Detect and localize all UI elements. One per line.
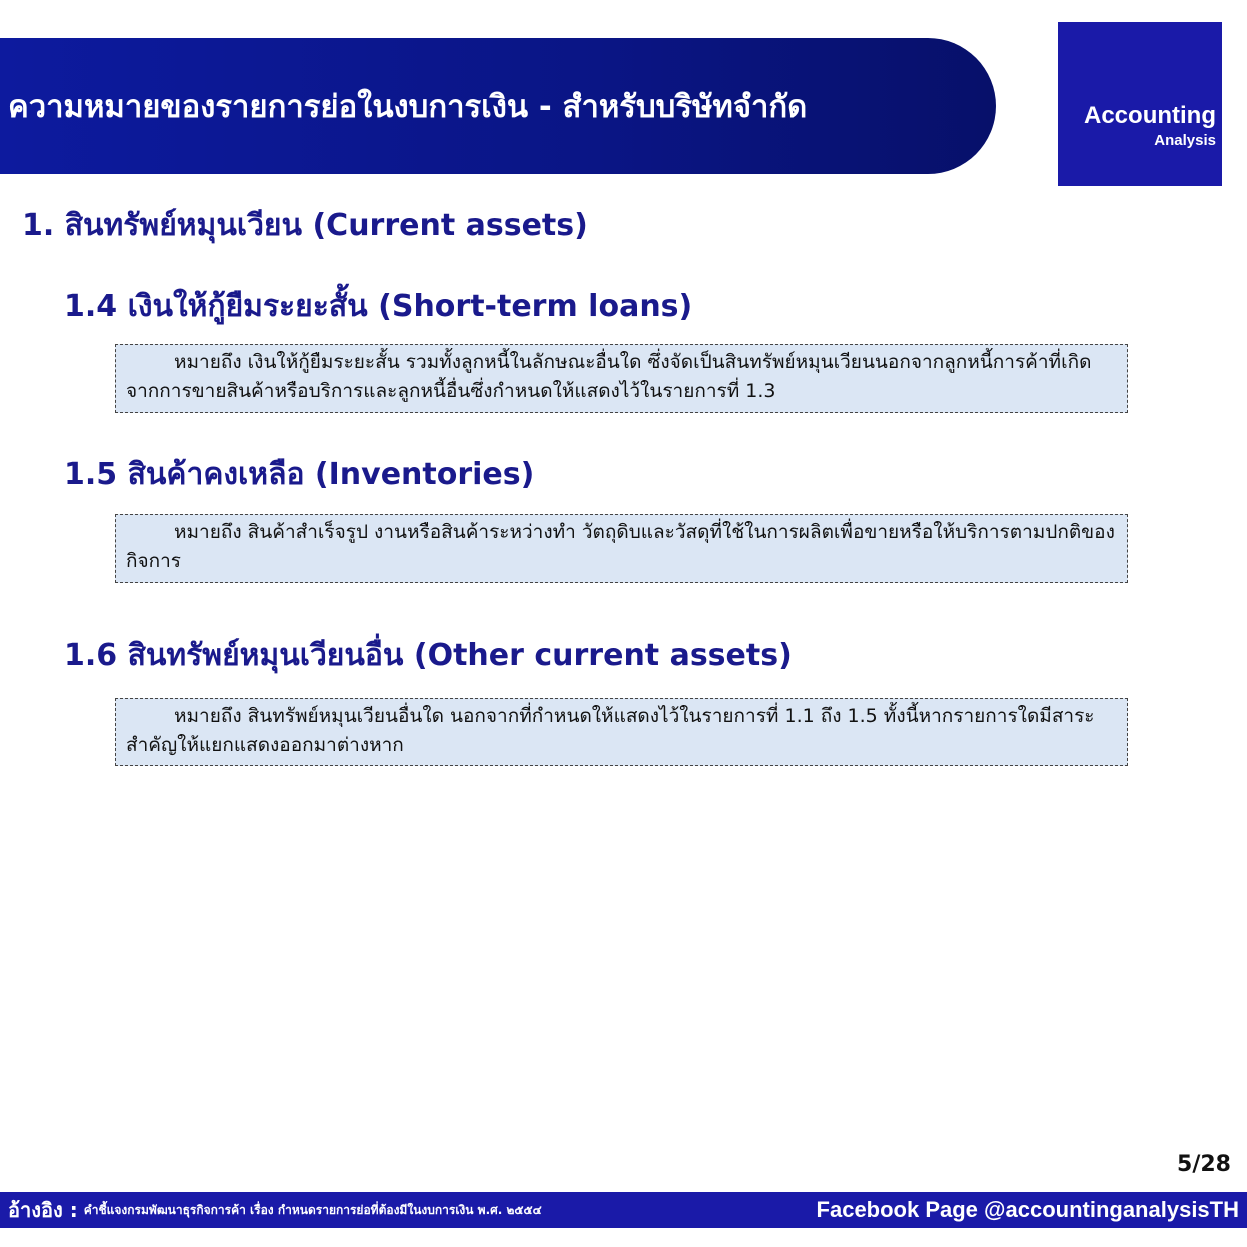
definition-box-1-4 bbox=[115, 344, 1128, 413]
definition-text-1-5: หมายถึง สินค้าสำเร็จรูป งานหรือสินค้าระหว่างทำ วัตถุดิบและวัสดุที่ใช้ในการผลิตเพื่อขายหรือให้บริการตามปกติของกิจการ bbox=[126, 521, 1115, 572]
definition-text-1-4: หมายถึง เงินให้กู้ยืมระยะสั้น รวมทั้งลูกหนี้ในลักษณะอื่นใด ซึ่งจัดเป็นสินทรัพย์หมุนเวียนนอกจากลูกหนี้การค้าที่เกิดจากการขายสินค้าหรือบริการและลูกหนี้อื่นซึ่งกำหนดให้แสดงไว้ในรายการที่ 1.3 bbox=[126, 351, 1092, 402]
reference bbox=[8, 1194, 542, 1226]
reference-text: คำชี้แจงกรมพัฒนาธุรกิจการค้า เรื่อง กำหนดรายการย่อที่ต้องมีในงบการเงิน พ.ศ. ๒๕๕๔ bbox=[83, 1202, 542, 1217]
accounting-analysis-logo bbox=[1058, 22, 1222, 186]
footer-bar bbox=[0, 1192, 1247, 1228]
facebook-page-link[interactable]: Facebook Page @accountinganalysisTH bbox=[816, 1197, 1239, 1222]
title-banner bbox=[0, 38, 996, 174]
item-heading-1-5: 1.5 สินค้าคงเหลือ (Inventories) bbox=[64, 457, 535, 492]
reference-label: อ้างอิง : bbox=[8, 1198, 78, 1222]
item-heading-1-6: 1.6 สินทรัพย์หมุนเวียนอื่น (Other current assets) bbox=[64, 638, 792, 673]
section-heading: 1. สินทรัพย์หมุนเวียน (Current assets) bbox=[22, 208, 588, 243]
definition-text-1-6: หมายถึง สินทรัพย์หมุนเวียนอื่นใด นอกจากที่กำหนดให้แสดงไว้ในรายการที่ 1.1 ถึง 1.5 ทั้งนี้หากรายการใดมีสาระสำคัญให้แยกแสดงออกมาต่างหาก bbox=[126, 705, 1095, 756]
page-number: 5/28 bbox=[1177, 1152, 1231, 1177]
definition-box-1-6 bbox=[115, 698, 1128, 766]
logo-line1: Accounting bbox=[1084, 102, 1216, 129]
definition-box-1-5 bbox=[115, 514, 1128, 583]
page-title: ความหมายของรายการย่อในงบการเงิน - สำหรับบริษัทจำกัด bbox=[8, 89, 808, 125]
item-heading-1-4: 1.4 เงินให้กู้ยืมระยะสั้น (Short-term loans) bbox=[64, 289, 693, 324]
logo-line2: Analysis bbox=[1154, 132, 1216, 149]
